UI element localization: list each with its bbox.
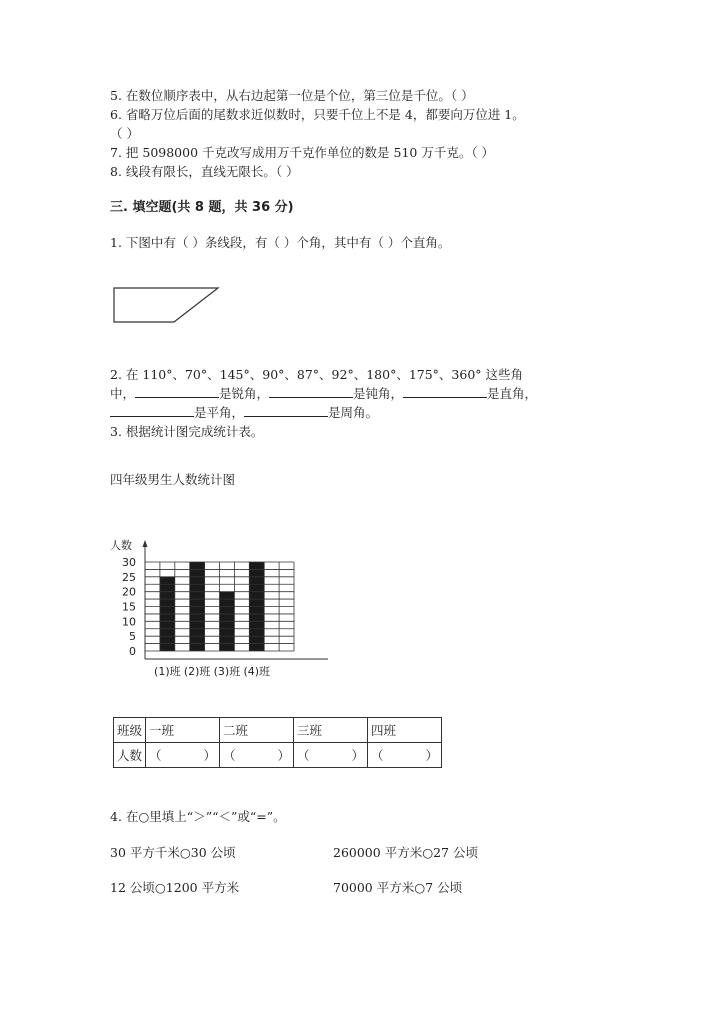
table-cell: 四班 bbox=[368, 718, 442, 743]
stat-table bbox=[113, 717, 442, 768]
judgement-q6-paren: （ ） bbox=[110, 126, 139, 141]
table-row bbox=[114, 718, 442, 743]
table-cell: 班级 bbox=[114, 718, 146, 743]
fill-q2: 2. 在 110°、70°、145°、90°、87°、92°、180°、175°、360° 这些角 bbox=[110, 367, 524, 382]
y-tick-label: 0 bbox=[129, 645, 136, 658]
y-tick-label: 25 bbox=[122, 570, 136, 584]
blank-acute[interactable] bbox=[135, 386, 219, 398]
chart-title: 四年级男生人数统计图 bbox=[110, 472, 236, 487]
blank-right[interactable] bbox=[403, 386, 487, 398]
y-axis-label: 人数 bbox=[110, 539, 132, 552]
fill-q2-line3: 是平角， 是周角。 bbox=[110, 405, 378, 421]
compare-4: 70000 平方米○7 公顷 bbox=[333, 880, 463, 895]
table-cell: 三班 bbox=[294, 718, 368, 743]
answer-cell-2[interactable]: （ ） bbox=[220, 743, 294, 768]
blank-straight[interactable] bbox=[110, 405, 194, 417]
bar-chart bbox=[108, 535, 328, 680]
table-cell: 人数 bbox=[114, 743, 146, 768]
x-tick-label: (2)班 bbox=[183, 665, 211, 678]
answer-cell-4[interactable]: （ ） bbox=[368, 743, 442, 768]
y-tick-label: 30 bbox=[122, 556, 136, 569]
x-tick-label: (4)班 bbox=[243, 665, 271, 678]
judgement-q6: 6. 省略万位后面的尾数求近似数时，只要千位上不是 4，都要向万位进 1。 bbox=[110, 107, 525, 122]
compare-3: 12 公顷○1200 平方米 bbox=[110, 880, 240, 895]
fill-q2-line2: 中， 是锐角， 是钝角， 是直角， bbox=[110, 386, 538, 401]
blank-full[interactable] bbox=[244, 405, 328, 417]
section-title: 三. 填空题(共 8 题，共 36 分) bbox=[110, 200, 294, 215]
fill-q3: 3. 根据统计图完成统计表。 bbox=[110, 424, 264, 439]
answer-cell-1[interactable]: （ ） bbox=[146, 743, 220, 768]
x-tick-label: (3)班 bbox=[213, 665, 241, 678]
fill-q1: 1. 下图中有（ ）条线段，有（ ）个角，其中有（ ）个直角。 bbox=[110, 235, 451, 250]
judgement-q7: 7. 把 5098000 千克改写成用万千克作单位的数是 510 万千克。（ ） bbox=[110, 145, 495, 160]
fill-q4: 4. 在○里填上“＞”“＜”或“=”。 bbox=[110, 809, 286, 824]
y-tick-label: 15 bbox=[122, 600, 136, 614]
x-tick-label: (1)班 bbox=[154, 665, 181, 678]
y-axis-arrow bbox=[143, 540, 148, 547]
judgement-q8: 8. 线段有限长，直线无限长。（ ） bbox=[110, 164, 299, 179]
judgement-q5: 5. 在数位顺序表中，从右边起第一位是个位，第三位是千位。（ ） bbox=[110, 88, 474, 103]
y-tick-label: 5 bbox=[129, 630, 136, 644]
table-cell: 二班 bbox=[220, 718, 294, 743]
blank-obtuse[interactable] bbox=[269, 386, 353, 398]
trapezoid-figure bbox=[108, 282, 228, 328]
y-tick-label: 20 bbox=[122, 585, 136, 599]
table-row bbox=[114, 743, 442, 768]
compare-1: 30 平方千米○30 公顷 bbox=[110, 845, 236, 860]
answer-cell-3[interactable]: （ ） bbox=[294, 743, 368, 768]
compare-2: 260000 平方米○27 公顷 bbox=[333, 845, 478, 860]
table-cell: 一班 bbox=[146, 718, 220, 743]
y-tick-label: 10 bbox=[122, 615, 136, 629]
